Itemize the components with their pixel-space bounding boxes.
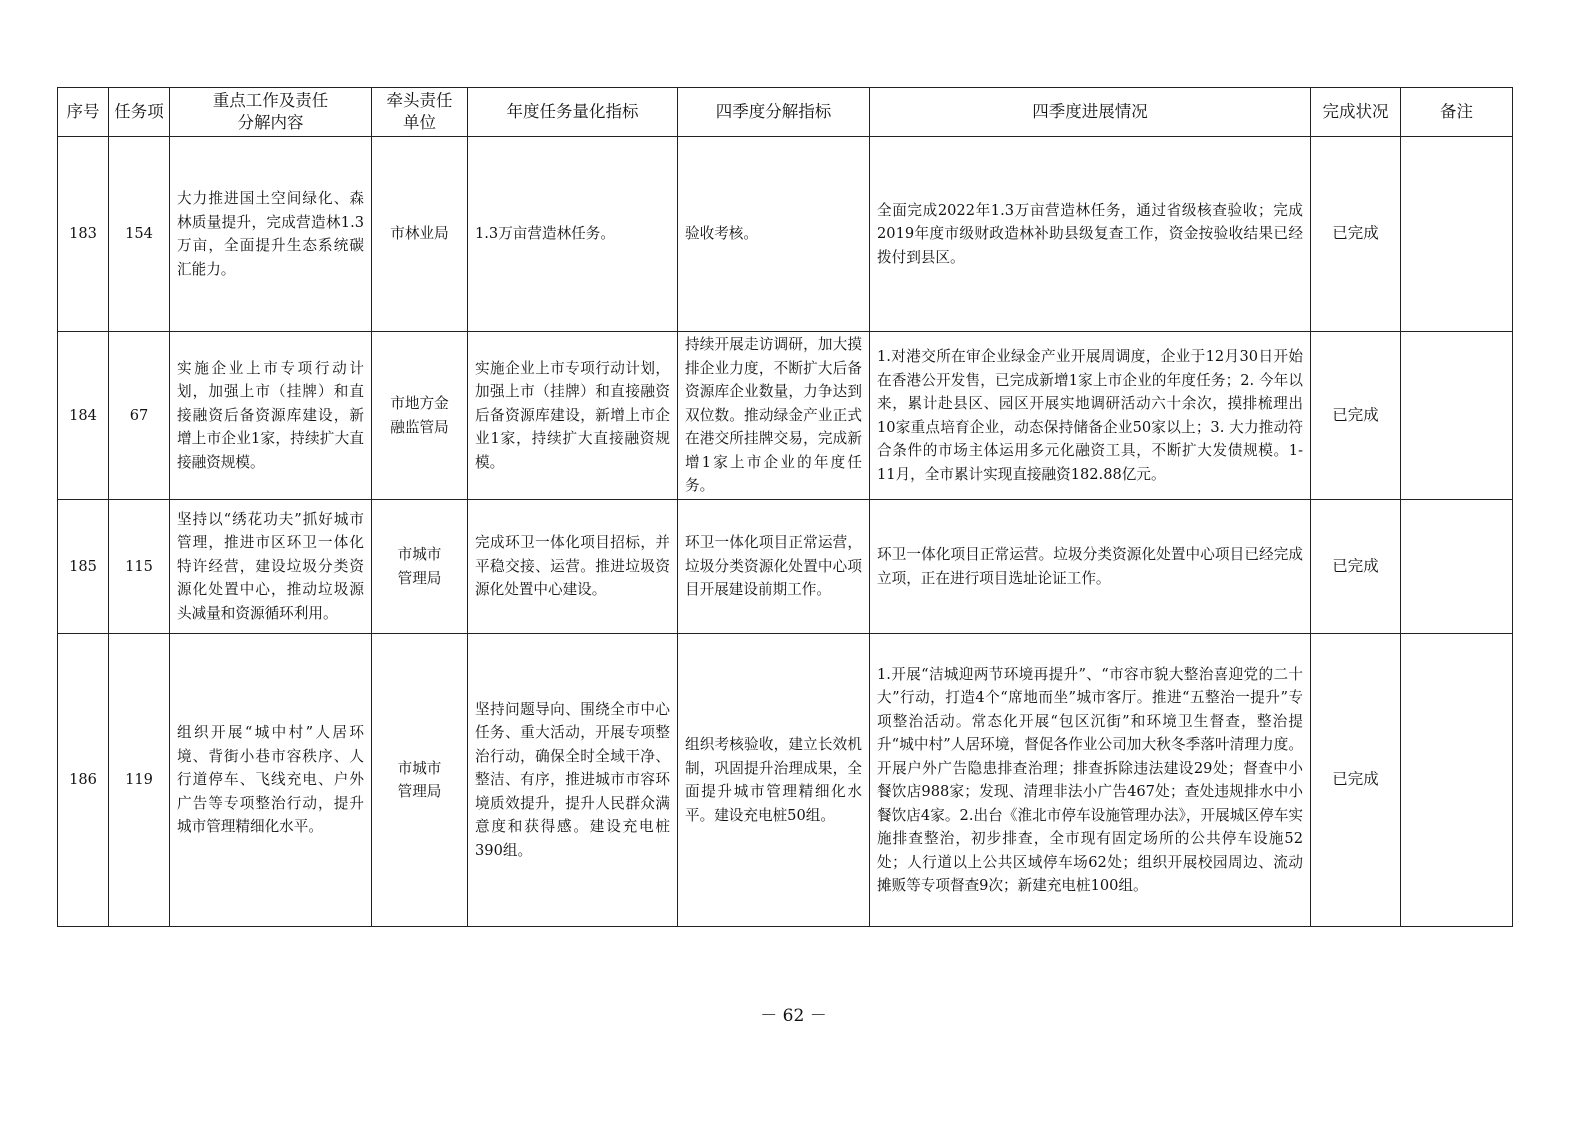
header-status: 完成状况 — [1311, 88, 1401, 137]
cell-status: 已完成 — [1311, 137, 1401, 332]
cell-seq: 183 — [58, 137, 109, 332]
cell-status: 已完成 — [1311, 332, 1401, 500]
cell-annual-target: 坚持问题导向、围绕全市中心任务、重大活动，开展专项整治行动，确保全时全域干净、整洁、有序，推进城市市容环境质效提升，提升人民群众满意度和获得感。建设充电桩390组。 — [468, 634, 678, 927]
header-q4-progress: 四季度进展情况 — [870, 88, 1311, 137]
cell-remark — [1401, 137, 1513, 332]
cell-seq: 184 — [58, 332, 109, 500]
cell-lead-unit: 市城市 管理局 — [372, 500, 468, 634]
cell-q4-target: 环卫一体化项目正常运营，垃圾分类资源化处置中心项目开展建设前期工作。 — [678, 500, 870, 634]
cell-q4-progress: 环卫一体化项目正常运营。垃圾分类资源化处置中心项目已经完成立项，正在进行项目选址论证工作。 — [870, 500, 1311, 634]
header-task-no: 任务项 — [109, 88, 170, 137]
cell-q4-target: 组织考核验收，建立长效机制，巩固提升治理成果，全面提升城市管理精细化水平。建设充电桩50组。 — [678, 634, 870, 927]
table-row — [58, 500, 1513, 634]
cell-task-no: 67 — [109, 332, 170, 500]
cell-lead-unit: 市地方金 融监管局 — [372, 332, 468, 500]
cell-q4-target: 验收考核。 — [678, 137, 870, 332]
table-row — [58, 137, 1513, 332]
cell-work-content: 坚持以“绣花功夫”抓好城市管理，推进市区环卫一体化特许经营，建设垃圾分类资源化处置中心，推动垃圾源头减量和资源循环利用。 — [170, 500, 372, 634]
cell-work-content: 组织开展“城中村”人居环境、背街小巷市容秩序、人行道停车、飞线充电、户外广告等专项整治行动，提升城市管理精细化水平。 — [170, 634, 372, 927]
cell-seq: 186 — [58, 634, 109, 927]
cell-remark — [1401, 634, 1513, 927]
cell-status: 已完成 — [1311, 634, 1401, 927]
cell-lead-unit: 市城市 管理局 — [372, 634, 468, 927]
cell-remark — [1401, 332, 1513, 500]
header-work-content: 重点工作及责任 分解内容 — [170, 88, 372, 137]
cell-work-content: 实施企业上市专项行动计划，加强上市（挂牌）和直接融资后备资源库建设，新增上市企业1家，持续扩大直接融资规模。 — [170, 332, 372, 500]
header-q4-target: 四季度分解指标 — [678, 88, 870, 137]
cell-status: 已完成 — [1311, 500, 1401, 634]
task-table — [57, 87, 1513, 927]
table-row — [58, 634, 1513, 927]
cell-work-content: 大力推进国土空间绿化、森林质量提升，完成营造林1.3万亩，全面提升生态系统碳汇能力。 — [170, 137, 372, 332]
cell-remark — [1401, 500, 1513, 634]
cell-q4-target: 持续开展走访调研，加大摸排企业力度，不断扩大后备资源库企业数量，力争达到双位数。推动绿金产业正式在港交所挂牌交易，完成新增1家上市企业的年度任务。 — [678, 332, 870, 500]
cell-annual-target: 1.3万亩营造林任务。 — [468, 137, 678, 332]
cell-q4-progress: 1.开展“洁城迎两节环境再提升”、“市容市貌大整治喜迎党的二十大”行动，打造4个“席地而坐”城市客厅。推进“五整治一提升”专项整治活动。常态化开展“包区沉街”和环境卫生督查，整治提升“城中村”人居环境，督促各作业公司加大秋冬季落叶清理力度。开展户外广告隐患排查治理；排查拆除违法建设29处；督查中小餐饮店988家；发现、清理非法小广告467处；查处违规排水中小餐饮店4家。2.出台《淮北市停车设施管理办法》，开展城区停车实施排查整治，初步排查，全市现有固定场所的公共停车设施52处；人行道以上公共区域停车场62处；组织开展校园周边、流动摊贩等专项督查9次；新建充电桩100组。 — [870, 634, 1311, 927]
cell-annual-target: 完成环卫一体化项目招标，并平稳交接、运营。推进垃圾资源化处置中心建设。 — [468, 500, 678, 634]
cell-task-no: 115 — [109, 500, 170, 634]
header-lead-unit: 牵头责任 单位 — [372, 88, 468, 137]
cell-annual-target: 实施企业上市专项行动计划，加强上市（挂牌）和直接融资后备资源库建设，新增上市企业1家，持续扩大直接融资规模。 — [468, 332, 678, 500]
header-seq: 序号 — [58, 88, 109, 137]
header-row — [58, 88, 1513, 137]
page-number: － 62 － — [760, 1006, 827, 1026]
cell-q4-progress: 全面完成2022年1.3万亩营造林任务，通过省级核查验收；完成2019年度市级财政造林补助县级复查工作，资金按验收结果已经拨付到县区。 — [870, 137, 1311, 332]
cell-task-no: 154 — [109, 137, 170, 332]
header-annual-target: 年度任务量化指标 — [468, 88, 678, 137]
header-remark: 备注 — [1401, 88, 1513, 137]
cell-lead-unit: 市林业局 — [372, 137, 468, 332]
cell-q4-progress: 1.对港交所在审企业绿金产业开展周调度，企业于12月30日开始在香港公开发售，已完成新增1家上市企业的年度任务；2. 今年以来，累计赴县区、园区开展实地调研活动六十余次，摸排梳理出10家重点培育企业，动态保持储备企业50家以上；3. 大力推动符合条件的市场主体运用多元化融资工具，不断扩大发债规模。1-11月，全市累计实现直接融资182.88亿元。 — [870, 332, 1311, 500]
table-row — [58, 332, 1513, 500]
cell-seq: 185 — [58, 500, 109, 634]
cell-task-no: 119 — [109, 634, 170, 927]
